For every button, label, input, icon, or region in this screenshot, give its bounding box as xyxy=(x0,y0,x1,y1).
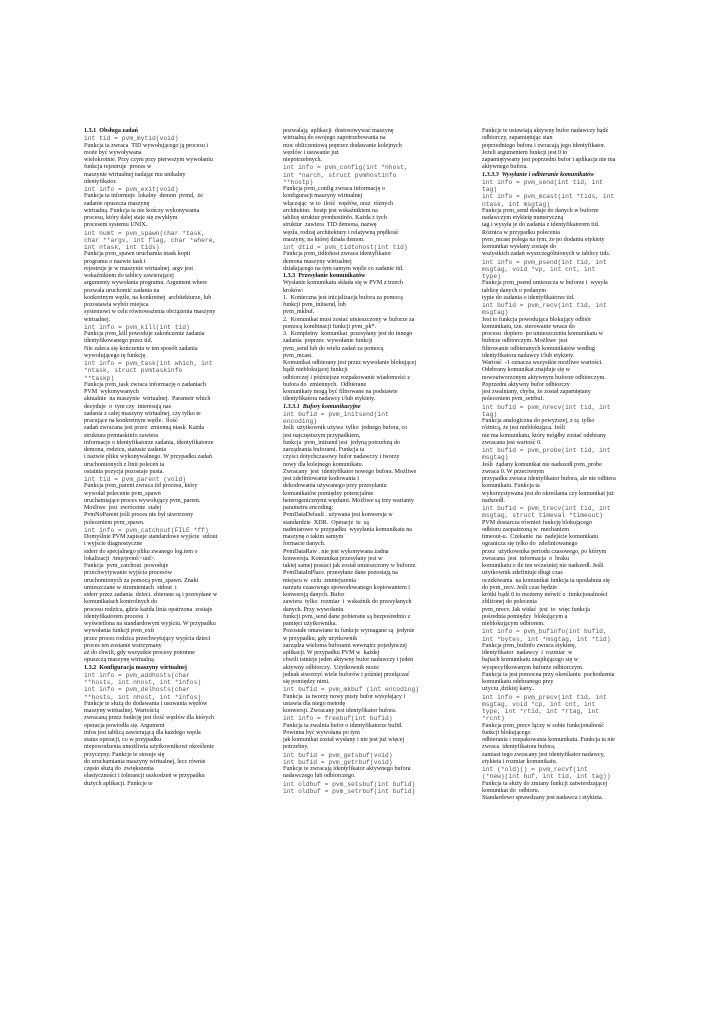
text-line: pozostawia wybór miejsca xyxy=(84,302,149,308)
code-line: encoding) xyxy=(283,418,318,425)
text-line: komunikatu, tzn. sterowanie wraca do xyxy=(482,323,575,330)
text-line: pośrednia pomiędzy blokującym a xyxy=(482,613,568,620)
text-line: i nazwie pliku wykonywalnego. W przypadku zadań xyxy=(84,454,212,461)
code-line: type) xyxy=(482,273,501,280)
text-line: Funkcja ta zwalnia bufor o identyfikatorze bufid. xyxy=(283,722,403,729)
text-line: użytkownik zdefiniuje długi czas xyxy=(482,570,563,577)
text-line: chwili istnieje jeden aktywny bufor nadawczy i jeden xyxy=(283,657,414,664)
text-line: heterogenicznymi węzłami. Możliwe są trzy warianty xyxy=(283,497,414,504)
text-line: decyduje o tym czy interesują nas xyxy=(84,403,171,410)
text-line: aplikacji. W przypadku PVM w każdej xyxy=(283,650,380,656)
text-line: Funkcja ta jest pomocna przy określaniu pochodzenia xyxy=(482,671,615,678)
text-line: identyfikatora nadawcy i/lub etykiety. xyxy=(283,396,376,403)
text-line: Funkcja pvm_bufinfo zwraca etykietę, xyxy=(482,642,577,649)
text-line: funkcja rejestruje proces w xyxy=(84,164,152,171)
code-line: int info = pvm_catchout(FILE *ff) xyxy=(84,526,209,534)
code-line: int info = pvm_kill(int tid) xyxy=(84,323,190,331)
subsection-heading: 1.3.3.3 Wysyłanie i odbieranie komunikatów xyxy=(482,171,595,178)
code-line: int ntask, int tids) xyxy=(84,244,160,251)
text-line: struktura pvmtaskinfo zawiera xyxy=(84,432,159,439)
text-line: czyści dotychczasowy bufor nadawczy i tworzy xyxy=(283,454,400,461)
text-line: Domyślnie PVM zapisuje standardowe wyjście stdout xyxy=(84,534,218,540)
text-line: często służą do zwiększenia xyxy=(84,766,154,772)
text-line: maszyny, na której działa demon. xyxy=(283,236,365,243)
code-line: int bufid = pvm_getsbuf(void) xyxy=(283,751,393,759)
text-line: nowy dla kolejnego komunikatu. xyxy=(283,461,364,468)
text-line: Funkcja ta służy do zmiany funkcji zatwierdzającej xyxy=(482,780,608,787)
text-line: 2. Komunikat musi zostać umieszczony w buforze za xyxy=(283,316,415,323)
text-line: zapamiętywany jest poprzedni bufor i aplikacja nie ma xyxy=(482,157,616,163)
text-line: PvmDataRaw . nie jest wykonywana żadna xyxy=(283,548,389,555)
text-line: tablicę struktur pvmhostinfo. Każda z tych xyxy=(283,215,387,221)
text-line: PvmNoParent jeśli proces nie był utworzony xyxy=(84,512,194,519)
code-line: int bufid = pvm_initsend(int xyxy=(283,410,389,418)
code-line: int oldbuf = pvm_setsbuf(int bufid) xyxy=(283,780,416,788)
text-line: wszystkich zadań wyszczególnionych w tablicy tids. xyxy=(482,251,611,258)
text-line: nie ma komunikatu, który mógłby zostać odebrany xyxy=(482,432,607,439)
text-line: infos jest tablicą zawierającą dla każdego węzła xyxy=(84,729,201,736)
text-line: maszynę o takim samym xyxy=(283,534,344,540)
code-line: tag) xyxy=(482,410,498,418)
text-line: węzła, rodzaj architektury i relatywną prędkość xyxy=(283,229,399,236)
text-line: Zwracany jest identyfikator nowego bufora. Możliwe xyxy=(283,468,417,475)
text-line: Funkcja pvm_psend umieszcza w buforze i wysyła xyxy=(482,280,608,287)
text-line: identyfikatorem procesu i xyxy=(84,613,149,620)
text-line: zadań zwracana jest przez zmienną ntask. Każda xyxy=(84,425,205,432)
text-line: w przypadku, gdy użytkownik xyxy=(283,635,358,642)
text-line: jest najczęstszym przypadkiem, xyxy=(283,432,361,439)
text-line: 1. Konieczna jest inicjalizacja bufora za pomocą xyxy=(283,294,403,301)
code-line: msgtag, void *vp, int cnt, int xyxy=(482,265,596,273)
text-line: filtrowanie odbieranych komunikatów według xyxy=(482,345,595,352)
code-line: **hosts, int nhost, int *infos) xyxy=(84,693,202,701)
text-line: funkcji blokującego xyxy=(482,729,531,736)
text-line: odbioru zaopatrzoną w mechanizm xyxy=(482,526,569,533)
text-line: pomocą kombinacji funkcji pvm_pk*. xyxy=(283,323,377,330)
text-line: 3. Kompletny komunikat przesyłany jest do innego xyxy=(283,331,413,337)
text-line: miejscu w celu zmniejszenia xyxy=(283,577,356,584)
text-line: Funkcja pvm_precv łączy w sobie funkcjonalność xyxy=(482,722,605,729)
text-line: procesu, który dalej staje się zwykłym xyxy=(84,215,178,221)
text-line: poleceniem pvm_setrbuf. xyxy=(482,396,544,403)
code-line: int info = pvm_bufinfo(int bufid, xyxy=(482,628,607,636)
text-line: ostatnia pozycja pozostaje pusta. xyxy=(84,468,164,475)
text-line: demona maszyny wirtualnej xyxy=(283,258,352,265)
code-line: int info = pvm_addhosts(char xyxy=(84,671,190,679)
text-line: pvm_mcast. xyxy=(283,352,313,359)
text-line: potrzebny. xyxy=(283,744,309,751)
text-line: konfiguracji maszyny wirtualnej xyxy=(283,193,363,200)
text-line: wyświetlona na standardowym wyjściu. W przypadku xyxy=(84,621,216,627)
code-line: int (*old)() = pvm_recvf(int xyxy=(482,766,588,773)
text-line: Funkcja pvm_catchout powoduje xyxy=(84,563,169,569)
text-line: niepotrzebnych. xyxy=(283,157,323,163)
code-line: char **argv, int flag, char *where, xyxy=(84,236,217,244)
text-line: wyspecyfikowanym buforze odbiorczym. xyxy=(482,664,584,671)
text-line: aż do chwili, gdy wszystkie procesy potomne xyxy=(84,650,195,656)
text-line: komunikatu o ile ten wcześniej nie nadszedł. Jeśli xyxy=(482,563,604,569)
text-line: do pvm_recv. Jeśli czas będzie xyxy=(482,584,557,591)
text-line: informacje o identyfikatorze zadania, identyfikatorze xyxy=(84,439,214,446)
text-line: poprzedniego bufora i zwracają jego identyfikator. xyxy=(482,142,606,149)
code-line: int info = pvm_delhosts(char xyxy=(84,686,190,694)
text-line: odbiorczy, zapamiętując stan xyxy=(482,135,553,142)
text-line: Standardowo sprawdzany jest nadawca i etykieta. xyxy=(482,795,604,801)
text-line: Pozostałe omawiane tu funkcje wymagane są jedynie xyxy=(283,628,415,635)
code-line: (*new)(int buf, int tid, int tag)) xyxy=(482,773,611,781)
code-line: int bufid = pvm_nrecv(int tid, int xyxy=(482,403,611,411)
text-line: węzłów i usuwanie już xyxy=(283,149,339,156)
text-line: stderr do specjalnego pliku zwanego log.iem o xyxy=(84,548,198,555)
text-line: zwraca 0. W przeciwnym xyxy=(482,468,545,475)
code-line: int *narch, struct pvmhostinfo xyxy=(283,171,397,179)
text-line: poleceniem pvm_spawn. xyxy=(84,519,145,526)
text-line: różnicą, że jest nieblokująca. Jeśli xyxy=(482,425,565,432)
code-line: int info = pvm_task(int which, int xyxy=(84,360,213,367)
text-line: wywołał polecenie pvm_spawn xyxy=(84,490,161,497)
text-line: takiej samej postaci jak został umieszczony w buforze. xyxy=(283,563,417,569)
text-line: komunikat do odbioru. xyxy=(482,787,540,794)
text-line: argumenty wywołania programu. Argument where xyxy=(84,280,208,287)
text-line: funkcji pvm_initsend, lub xyxy=(283,302,346,308)
text-line: wykorzystywana jest do określania czy komunikat już xyxy=(482,490,614,497)
text-line: aktualnie na maszynie wirtualnej. Parametr which xyxy=(84,396,211,403)
text-line: komunikatach kontrolnych do xyxy=(84,599,158,606)
text-line: komunikatów pomiędzy potencjalnie xyxy=(283,490,374,497)
text-line: Komunikat odbierany jest przez wywołanie blokującej xyxy=(283,360,417,366)
text-line: Funkcja pvm_spawn uruchamia ntask kopii xyxy=(84,251,191,258)
text-line: pvm_mcast polega na tym, że po dodaniu etykiety xyxy=(482,236,605,243)
text-line: i wyjście diagnostyczne xyxy=(84,541,143,548)
section-heading: 1.3.2 Konfiguracja maszyny wirtualnej xyxy=(84,664,187,671)
text-line: wirtualną do swojego zapotrzebowania na xyxy=(283,135,386,142)
text-line: wirtualnej. xyxy=(84,316,111,323)
code-line: *ntask, struct pvmtaskinfo xyxy=(84,367,183,375)
text-line: elastyczności i tolerancji uszkodzeń w przypadku xyxy=(84,773,205,780)
code-line: int bufid = pvm_getrbuf(void) xyxy=(283,758,393,766)
text-line: uruchamiające proces wywołujący pvm_parent. xyxy=(84,497,201,504)
text-line: komunikaty mogą być filtrowane na podstawie xyxy=(283,389,398,395)
text-line: działającego na tym samym węźle co zadanie tid. xyxy=(283,265,404,272)
text-line: ogranicza się tylko do zdefiniowanego xyxy=(482,541,578,548)
text-line: Funkcja pvm_tidtohost zwraca identyfikator xyxy=(283,251,392,258)
text-line: formacie danych. xyxy=(283,541,326,548)
text-line: Funkcja pvm_parent zwraca tid procesu, który xyxy=(84,483,198,490)
text-line: Funkcja pvm_config zwraca informację o xyxy=(283,186,385,192)
text-line: PvmDataInPlace. przesyłane dane pozostają na xyxy=(283,570,398,577)
text-line: pozwala uruchomić zadania na xyxy=(84,287,160,294)
text-line: nadawczego lub odbiorczego. xyxy=(283,773,356,780)
text-line: Funkcje te zwracają identyfikator aktywnego bufora xyxy=(283,766,411,772)
code-line: ntask, int msgtag) xyxy=(482,200,551,208)
text-line: Funkcja ta informuje lokalny demon pvmd, że xyxy=(84,193,203,200)
text-line: komunikat wysłany zostaje do xyxy=(482,244,556,250)
text-line: systemowi w celu równoważenia obciążenia maszyny xyxy=(84,309,216,316)
code-line: int oldbuf = pvm_setrbuf(int bufid) xyxy=(283,787,416,795)
text-line: procesu rodzica, gdzie każda linia opatrzona zostaje xyxy=(84,606,213,613)
text-line: oczekiwania na komunikat funkcja ta upodabnia się xyxy=(482,577,610,584)
text-line: PVM wykonywanych xyxy=(84,389,139,395)
text-line: narzutu czasowego spowodowanego kopiowaniem i xyxy=(283,584,410,591)
text-line: Funkcja pvm_send dodaje do danych w buforze xyxy=(482,207,599,214)
text-line: wielokrotnie. Przy czym przy pierwszym wywołaniu xyxy=(84,157,213,163)
section-heading: 1.3.3 Przesyłanie komunikatów xyxy=(283,273,366,279)
text-line: standardzie XDR. Operacje te są xyxy=(283,519,369,526)
code-line: type, int *rtid, int *rtag, int xyxy=(482,708,600,715)
code-line: int info = pvm_mcast(int *tids, int xyxy=(482,193,615,201)
code-line: int info = pvm_send(int tid, int xyxy=(482,178,603,186)
code-line: int dtid = pvm_tidtohost(int tid) xyxy=(283,244,408,251)
text-line: status operacji, co w przypadku xyxy=(84,737,161,743)
subsection-heading: 1.3.3.1 Bufory komunikacyjne xyxy=(283,403,361,410)
text-line: typie do zadania o identyfikatorze tid. xyxy=(482,294,575,301)
text-line: funkcja pvm_initsend jest jedyną potrzebną do xyxy=(283,439,400,446)
text-line: konkretnym węźle, na konkretnej architekturze, lub xyxy=(84,294,212,301)
text-line: aktywnego bufora. xyxy=(482,164,528,171)
text-line: pracujące na konkretnym węźle. Ilość xyxy=(84,418,178,424)
code-line: msgtag) xyxy=(482,309,509,317)
text-line: włączając w to ilość węzłów, oraz różnych xyxy=(283,200,394,207)
code-line: tag) xyxy=(482,186,498,193)
text-line: zwracana jest informacja o braku xyxy=(482,555,569,562)
text-line: identyfikator nadawcy i rozmiar w xyxy=(482,650,573,656)
text-line: krótki bądź 0 to możemy mówić o funkcjonalności xyxy=(482,592,608,598)
text-line: ustawia dla niego metodę xyxy=(283,700,346,707)
text-line: lokalizacji /tmp/pvml/<uid>. xyxy=(84,555,156,562)
text-line: Funkcja ta zwraca TID wywołującego ją procesu i xyxy=(84,142,209,149)
code-line: msgtag, void *cp, int cnt, int xyxy=(482,700,596,708)
code-line: **hostp) xyxy=(283,178,314,186)
text-line: Funkcja pvm_task zwraca informację o zadaniach xyxy=(84,381,206,388)
text-line: moc obliczeniową poprzez dodawanie kolejnych xyxy=(283,142,402,149)
text-line: wywołującego tę funkcję. xyxy=(84,352,147,359)
text-line: struktur zawiera TID demona, nazwę xyxy=(283,222,377,229)
text-line: jak komunikat został wysłany i nie jest już więcej xyxy=(283,737,405,743)
code-line: int bufid = pvm_trecv(int tid, int xyxy=(482,505,611,512)
text-line: do uruchamiania maszyny wirtualnej, lecz równie xyxy=(84,758,206,765)
text-line: umieszczane w strumieniach stdout i xyxy=(84,584,177,591)
text-line: uruchomionych za pomocą pvm_spawn. Znaki xyxy=(84,577,199,584)
text-line: pvm_nrecv. Jak widać jest to więc funkcja xyxy=(482,606,590,613)
text-line: bądź nieblokującej funkcji xyxy=(283,367,348,374)
text-line: przez użytkownika periodu czasowego, po którym xyxy=(482,548,607,555)
code-line: msgtag, struct timeval *timeout) xyxy=(482,512,603,520)
text-line: Wysłanie komunikatu składa się w PVM z trzech xyxy=(283,280,403,287)
text-line: pozwalają aplikacji dostosowywać maszynę xyxy=(283,128,394,134)
text-line: Funkcja ta tworzy nowy pusty bufor wysyłający i xyxy=(283,693,406,700)
text-line: PVM dostarcza również funkcję blokującego xyxy=(482,519,592,526)
text-line: zamiast tego zwracany jest identyfikator nadawcy, xyxy=(482,751,605,758)
text-column-right xyxy=(482,128,672,802)
text-line: odbiorczej i późniejsze rozpakowanie wiadomości z xyxy=(283,374,411,381)
code-line: int info = freebuf(int bufid) xyxy=(283,715,393,723)
text-line: zwraca identyfikatora bufora, xyxy=(482,744,556,751)
code-line: int info = pvm_psend(int tid, int xyxy=(482,258,607,266)
text-line: komunikatu. Funkcja ta xyxy=(482,483,540,490)
text-line: stderr przez zadania dzieci. zbierane są i przesyłane w xyxy=(84,592,218,598)
text-line: zarządzania buforami. Funkcja ta xyxy=(283,447,365,453)
text-line: przez proces rodzica przechwytujący wyjścia dzieci xyxy=(84,635,211,642)
text-line: komunikatu odebranego przy xyxy=(482,679,554,685)
text-line: nowoutworzonym aktywnym buforze odbiorczym. xyxy=(482,374,606,381)
text-line: aktywny odbiorczy. Użytkownik może xyxy=(283,664,379,671)
text-line: maszyny wirtualnej. Wartością xyxy=(84,708,160,714)
text-line: wirtualną. Funkcja ta nie kończy wykonywania xyxy=(84,207,200,214)
section-heading: 1.3.1 Obsługa zadań xyxy=(84,128,139,134)
text-line: Różnica w przypadku polecenia xyxy=(482,229,561,236)
text-line: programu o nazwie task i xyxy=(84,258,146,265)
text-line: Odebrany komunikat znajduje się w xyxy=(482,367,570,374)
text-line: Poprzedni aktywny bufor odbiorczy xyxy=(482,381,570,388)
text-line: się pomiędzy nimi. xyxy=(283,679,330,685)
code-line: int info = pvm_config(int *nhost, xyxy=(283,164,408,172)
text-line: tag i wysyła je do zadania z identyfikatorem tid. xyxy=(482,222,600,229)
text-line: zadania z całej maszyny wirtualnej, czy tylko te xyxy=(84,410,201,417)
text-line: timeout-u. Czekanie na nadejście komunikatu xyxy=(482,534,599,540)
text-line: Funkcje te ustawiają aktywny bufor nadawczy bądź xyxy=(482,128,609,134)
text-line: dekodowania używanego przy przesyłaniu xyxy=(283,483,387,490)
text-line: identyfikatora nadawcy i/lub etykiety. xyxy=(482,352,575,359)
text-line: identyfikowanego przez tid. xyxy=(84,338,153,345)
text-line: zadania poprzez wywołanie funkcji xyxy=(283,338,373,345)
text-line: demona, rodzicu, statusie zadania xyxy=(84,447,167,453)
text-line: Możliwe jest zwrócenie stałej xyxy=(84,505,162,511)
text-line: identyfikator. xyxy=(84,178,117,185)
text-line: opuszczą maszynę wirtualną. xyxy=(84,657,156,664)
text-line: wywołania funkcji pvm_exit xyxy=(84,628,155,635)
text-line: rejestruje je w maszynie wirtualnej. argv jest xyxy=(84,265,194,272)
text-line: przechwytywanie wyjścia procesów xyxy=(84,570,172,577)
text-line: Funkcja analogiczna do powyższej, z tą tylko xyxy=(482,418,595,424)
text-line: przyczyny. Funkcje te stosuje się xyxy=(84,751,165,758)
text-line: pamięci użytkownika. xyxy=(283,621,337,627)
text-line: wskaźnikiem do tablicy zawierającej xyxy=(84,273,174,279)
text-line: jest zdefiniowanie kodowania i xyxy=(283,476,359,482)
text-line: Jeśli żądany komunikat nie nadszedł pvm_probe xyxy=(482,461,602,468)
text-line: procesu dopiero po umieszczeniu komunikatu w xyxy=(482,331,603,337)
code-line: int tid = pvm_parent (void) xyxy=(84,476,187,483)
text-line: konwersją danych. Bufor xyxy=(283,592,345,598)
text-line: Nie zaleca się kończenia w ten sposób zadania xyxy=(84,345,198,352)
text-line: konwersji. Zwracany jest identyfikator bufora. xyxy=(283,708,397,714)
text-line: architektur. hostp jest wskaźnikiem na xyxy=(283,207,378,214)
text-column-left xyxy=(84,128,274,788)
text-line: bajtach komunikatu znajdującego się w xyxy=(482,657,579,664)
text-line: zadanie opuszcza maszynę xyxy=(84,200,150,207)
code-line: int info = pvm_exit(void) xyxy=(84,186,179,193)
text-line: operacja powiodła się. Argument xyxy=(84,722,165,729)
text-line: bufora do zmiennych. Odbierane xyxy=(283,381,367,388)
text-line: zarządza wieloma buforami wewnątrz pojedynczej xyxy=(283,642,407,649)
code-line: int tid = pvm_mytid(void) xyxy=(84,135,179,143)
text-line: konwersja. Komunikat przesyłany jest w xyxy=(283,555,383,562)
code-line: int bufid = pvm_recv(int tid, int xyxy=(482,302,607,309)
code-line: int bufid = pvm_mkbuf (int encoding) xyxy=(283,686,420,694)
text-line: Jeżeli argumentem funkcji jest 0 to xyxy=(482,149,568,156)
text-line: PvmDataDefault . używana jest konwersja w xyxy=(283,512,393,519)
text-line: Wartość -1 oznacza wszystkie możliwe wartości. xyxy=(482,360,603,366)
text-line: pvm_send lub do wielu zadań za pomocą xyxy=(283,345,384,352)
text-line: kroków: xyxy=(283,287,304,294)
text-line: proces ten zostanie wstrzymany xyxy=(84,642,162,649)
text-line: tablicę danych o podanym xyxy=(482,287,547,294)
text-line: użyciu ,dzikiej karty.. xyxy=(482,686,535,693)
text-line: nadszedł. xyxy=(482,497,505,504)
text-line: dużych aplikacji. Funkcje te xyxy=(84,780,153,787)
text-line: Jeśli użytkownik używa tylko jednego bufora, co xyxy=(283,425,408,432)
text-line: zawiera tylko rozmiar i wskaźnik do przesyłanych xyxy=(283,599,412,606)
text-line: danych. Przy wywołaniu xyxy=(283,606,344,613)
text-line: funkcji pvm_send dane pobierane są bezpośrednio z xyxy=(283,613,411,620)
code-line: int info = pvm_precv(int tid, int xyxy=(482,693,607,701)
text-line: zwracaną przez funkcję jest ilość węzłów dla których xyxy=(84,715,215,722)
code-line: *rcnt) xyxy=(482,715,505,723)
text-line: jest zwalniany, chyba, że został zapamiętany xyxy=(482,389,591,395)
text-line: Powinna być wywołana po tym xyxy=(283,729,360,736)
text-line: nadawczym etykietę numeryczną xyxy=(482,215,564,221)
text-line: nieblokującym odbiorem. xyxy=(482,621,545,627)
text-line: Funkcja pvm_kill powoduje zakończenie zadania xyxy=(84,331,205,337)
text-line: zwracana jest wartość 0. xyxy=(482,439,542,446)
text-line: uruchomionych z linii poleceń ta xyxy=(84,461,165,468)
text-line: pvm_mkbuf. xyxy=(283,309,315,316)
text-line: niepowodzenia umożliwia użytkownikowi określenie xyxy=(84,744,215,751)
text-line: odbierania i rozpakowania komunikatu. Funkcja ta nie xyxy=(482,737,615,743)
code-line: **taskp) xyxy=(84,374,115,382)
text-line: zbliżonej do polecenia xyxy=(482,599,537,606)
text-line: procesem systemu UNIX. xyxy=(84,222,148,229)
code-line: int *bytes, int *msgtag, int *tid) xyxy=(482,635,611,643)
text-line: etykieta i rozmiar komunikatu. xyxy=(482,758,558,765)
text-line: jednak stworzyć wiele buforów i później przełączać xyxy=(283,671,410,678)
text-line: maszynie wirtualnej nadając mu unikalny xyxy=(84,171,186,178)
text-line: Funkcje te służą do dodawania i usuwania węzłów xyxy=(84,700,208,707)
code-line: int numt = pvm_spawn(char *task, xyxy=(84,229,205,237)
text-line: przypadku zwraca identyfikator bufora, ale nie odbiera xyxy=(482,476,616,482)
code-line: int bufid = pvm_probe(int tid, int xyxy=(482,447,611,454)
text-column-middle xyxy=(283,128,473,795)
code-line: msgtag) xyxy=(482,454,509,462)
text-line: nadmiarowe w przypadku wysyłania komunikatu na xyxy=(283,526,412,533)
text-line: Jest to funkcja powodująca blokujący odbiór xyxy=(482,316,592,323)
text-line: parametru encoding: xyxy=(283,505,334,511)
code-line: **hosts, int nhost, int *infos) xyxy=(84,679,202,686)
text-line: buforze odbiorczym. Możliwe jest xyxy=(482,338,568,345)
text-line: może być wywoływana xyxy=(84,149,142,156)
